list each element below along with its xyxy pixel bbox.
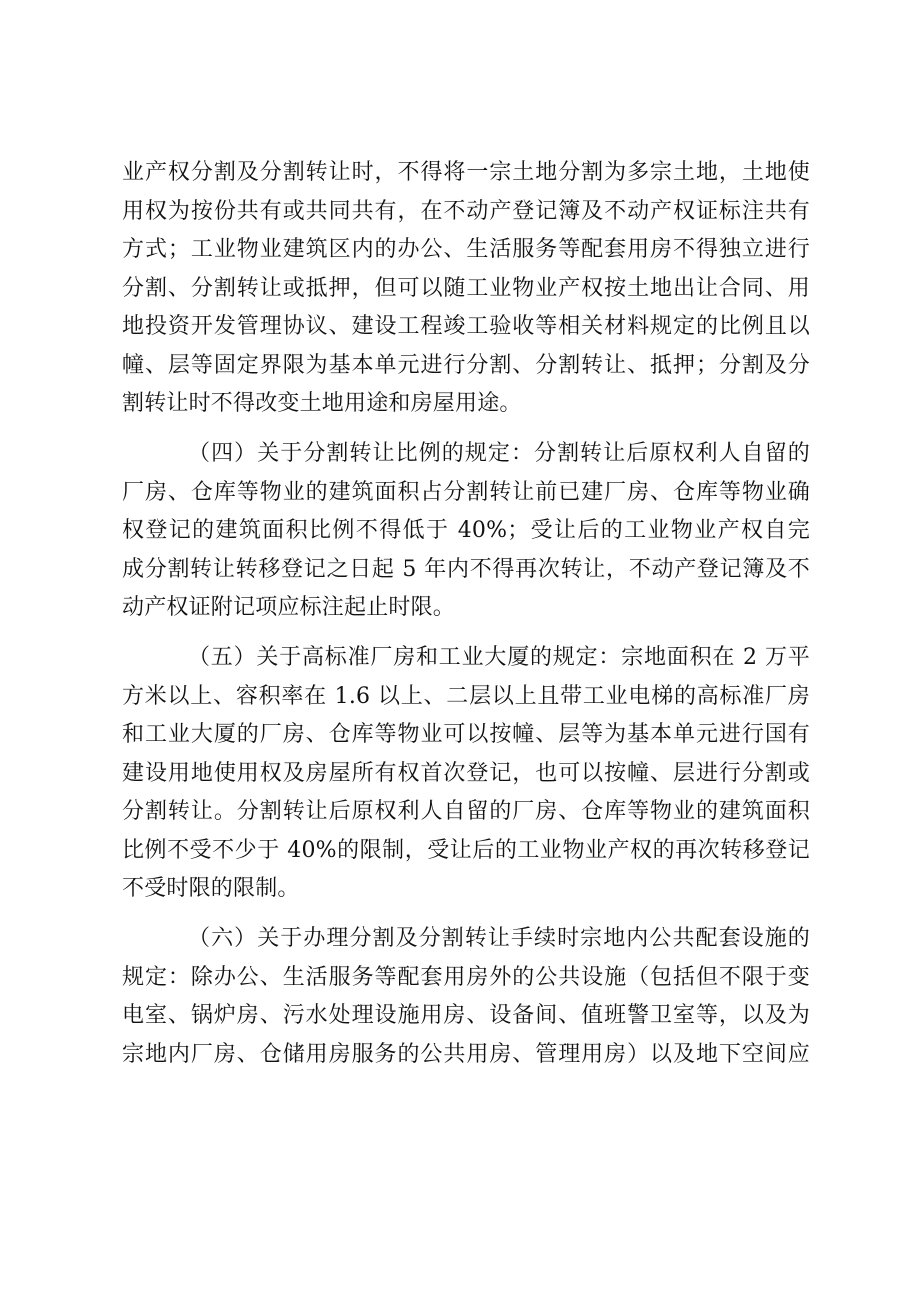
paragraph-2 <box>122 435 810 628</box>
text-line: 电室、锅炉房、污水处理设施用房、设备间、值班警卫室等，以及为 <box>122 1003 810 1028</box>
text-line: 厂房、仓库等物业的建筑面积占分割转让前已建厂房、仓库等物业确 <box>122 479 810 505</box>
text-line: 割转让时不得改变土地用途和房屋用途。 <box>122 391 522 416</box>
text-line: 用权为按份共有或共同共有，在不动产登记簿及不动产权证标注共有 <box>122 198 810 224</box>
text-line: 动产权证附记项应标注起止时限。 <box>122 595 456 620</box>
paragraph-4 <box>122 920 810 1074</box>
document-body <box>122 154 810 1086</box>
text-line: 宗地内厂房、仓储用房服务的公共用房、管理用房）以及地下空间应 <box>122 1041 810 1067</box>
text-line: 分割转让。分割转让后原权利人自留的厂房、仓库等物业的建筑面积 <box>122 799 810 824</box>
text-line: 分割、分割转让或抵押，但可以随工业物业产权按土地出让合同、用 <box>122 275 810 301</box>
text-line: 方米以上、容积率在 1.6 以上、二层以上且带工业电梯的高标准厂房 <box>122 683 810 709</box>
text-line: （六）关于办理分割及分割转让手续时宗地内公共配套设施的 <box>188 926 810 951</box>
text-line: 不受时限的限制。 <box>122 876 300 901</box>
text-line: 权登记的建筑面积比例不得低于 40%；受让后的工业物业产权自完 <box>122 518 810 543</box>
text-line: 和工业大厦的厂房、仓库等物业可以按幢、层等为基本单元进行国有 <box>122 722 810 747</box>
text-line: 幢、层等固定界限为基本单元进行分割、分割转让、抵押；分割及分 <box>122 352 810 378</box>
text-line: （五）关于高标准厂房和工业大厦的规定：宗地面积在 2 万平 <box>188 645 810 670</box>
text-line: 地投资开发管理协议、建设工程竣工验收等相关材料规定的比例且以 <box>122 314 810 339</box>
text-line: 规定：除办公、生活服务等配套用房外的公共设施（包括但不限于变 <box>122 964 810 990</box>
text-line: 建设用地使用权及房屋所有权首次登记，也可以按幢、层进行分割或 <box>122 760 810 786</box>
paragraph-1 <box>122 154 810 424</box>
text-line: 业产权分割及分割转让时，不得将一宗土地分割为多宗土地，土地使 <box>122 160 810 185</box>
text-line: 比例不受不少于 40%的限制，受让后的工业物业产权的再次转移登记 <box>122 837 810 863</box>
paragraph-3 <box>122 639 810 909</box>
text-line: 方式；工业物业建筑区内的办公、生活服务等配套用房不得独立进行 <box>122 237 810 262</box>
text-line: 成分割转让转移登记之日起 5 年内不得再次转让，不动产登记簿及不 <box>122 556 810 582</box>
text-line: （四）关于分割转让比例的规定：分割转让后原权利人自留的 <box>188 441 810 466</box>
